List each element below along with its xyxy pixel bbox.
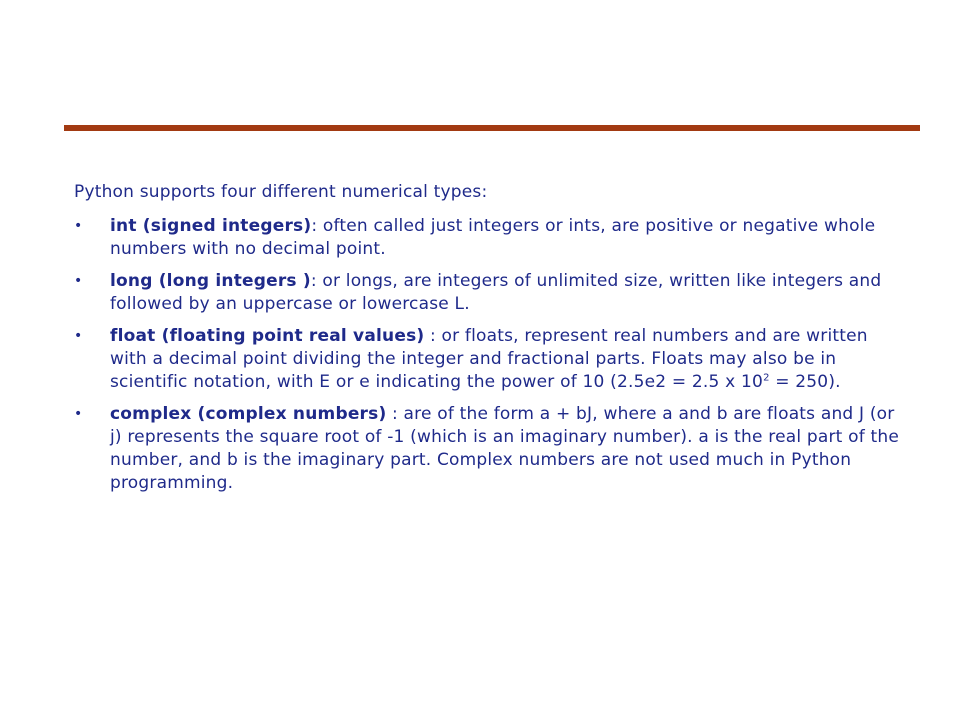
term-complex: complex (complex numbers) — [110, 404, 387, 424]
list-item-float — [74, 325, 904, 394]
bullet-icon: • — [74, 406, 83, 422]
desc-complex: : are of the form a + bJ, where a and b are floats and J (or j) represents the square root of -1 (which is an imaginary number). a is the real part of the number, and b is the imaginary part. Complex numbers are not used much in Python programming. — [110, 404, 900, 493]
title-divider-rule — [64, 125, 920, 131]
list-item-int — [74, 215, 904, 261]
slide-body — [74, 181, 904, 504]
bullet-icon: • — [74, 273, 83, 289]
term-int: int (signed integers) — [110, 216, 312, 236]
term-float: float (floating point real values) — [110, 326, 425, 346]
bullet-icon: • — [74, 218, 83, 234]
superscript-exponent: 2 — [763, 372, 770, 384]
desc-long: : or longs, are integers of unlimited size, written like integers and followed by an uppercase or lowercase L. — [110, 271, 882, 314]
list-item-long — [74, 270, 904, 316]
numeric-types-list — [74, 215, 904, 495]
desc-float: : or floats, represent real numbers and are written with a decimal point dividing the integer and fractional parts. Floats may also be in scientific notation, with E or e indicating the power of 10 (2.5e2 = 2.5 x 10 — [110, 326, 868, 392]
list-item-complex — [74, 403, 904, 495]
term-long: long (long integers ) — [110, 271, 311, 291]
bullet-icon: • — [74, 328, 83, 344]
desc-float-end: = 250). — [769, 372, 841, 392]
desc-int: : often called just integers or ints, are positive or negative whole numbers with no decimal point. — [110, 216, 876, 259]
intro-text: Python supports four different numerical types: — [74, 182, 488, 202]
